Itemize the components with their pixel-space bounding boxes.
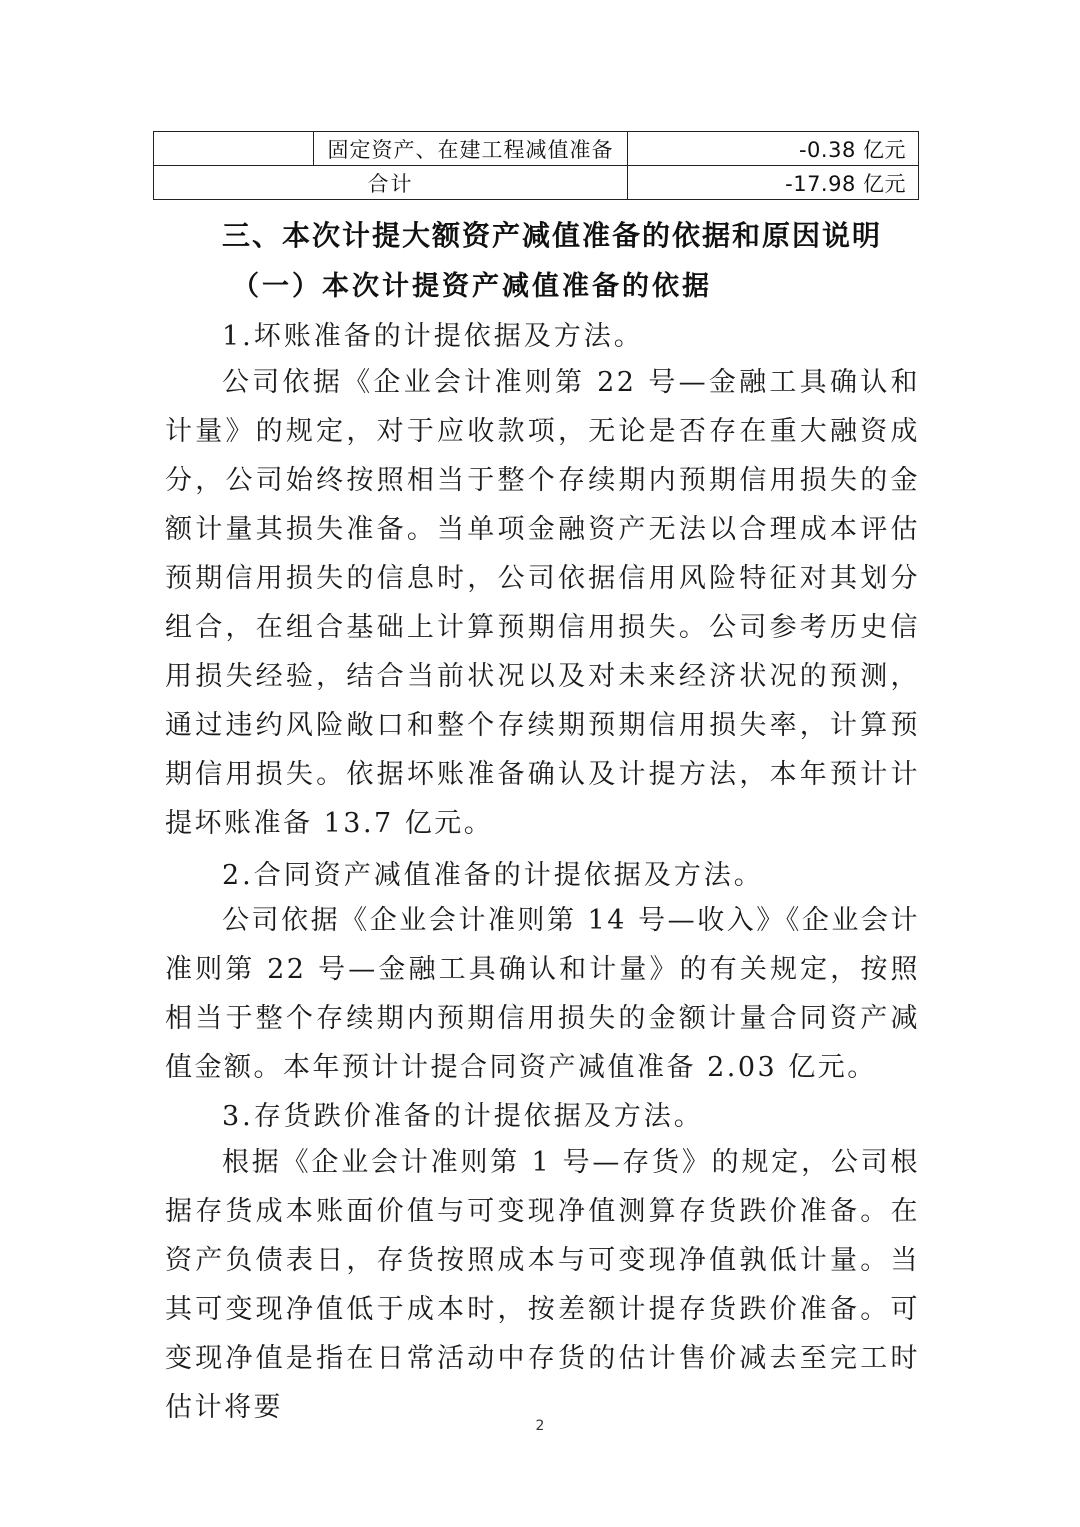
item3-paragraph: 根据《企业会计准则第 1 号—存货》的规定，公司根据存货成本账面价值与可变现净值测算存货跌价准备。在资产负债表日，存货按照成本与可变现净值孰低计量。当其可变现净值低于成本时，按差额计提存货跌价准备。可变现净值是指在日常活动中存货的估计售价减去至完工时估计将要	[165, 1147, 920, 1423]
page-number: 2	[535, 1418, 545, 1434]
table-cell-total-label: 合计	[154, 166, 628, 200]
table-row	[154, 132, 919, 166]
impairment-table	[153, 131, 919, 200]
table-cell-value: -0.38 亿元	[628, 132, 919, 166]
table-row-total	[154, 166, 919, 200]
item2-body	[165, 896, 920, 1092]
section-heading: 三、本次计提大额资产减值准备的依据和原因说明	[222, 219, 883, 252]
table-cell-empty	[154, 132, 314, 166]
item2-paragraph: 公司依据《企业会计准则第 14 号—收入》《企业会计准则第 22 号—金融工具确认和计量》的有关规定，按照相当于整个存续期内预期信用损失的金额计量合同资产减值金额。本年预计计提合同资产减值准备 2.03 亿元。	[165, 905, 920, 1083]
item3-title: 3.存货跌价准备的计提依据及方法。	[222, 1101, 704, 1132]
subheading: （一）本次计提资产减值准备的依据	[232, 271, 712, 302]
item1-body	[165, 358, 920, 848]
table-cell-item: 固定资产、在建工程减值准备	[314, 132, 628, 166]
table-cell-total-value: -17.98 亿元	[628, 166, 919, 200]
item3-body	[165, 1138, 920, 1432]
item1-paragraph: 公司依据《企业会计准则第 22 号—金融工具确认和计量》的规定，对于应收款项，无论是否存在重大融资成分，公司始终按照相当于整个存续期内预期信用损失的金额计量其损失准备。当单项金融资产无法以合理成本评估预期信用损失的信息时，公司依据信用风险特征对其划分组合，在组合基础上计算预期信用损失。公司参考历史信用损失经验，结合当前状况以及对未来经济状况的预测，通过违约风险敞口和整个存续期预期信用损失率，计算预期信用损失。依据坏账准备确认及计提方法，本年预计计提坏账准备 13.7 亿元。	[165, 367, 920, 839]
item1-title: 1.坏账准备的计提依据及方法。	[222, 321, 644, 352]
item2-title: 2.合同资产减值准备的计提依据及方法。	[222, 860, 764, 891]
